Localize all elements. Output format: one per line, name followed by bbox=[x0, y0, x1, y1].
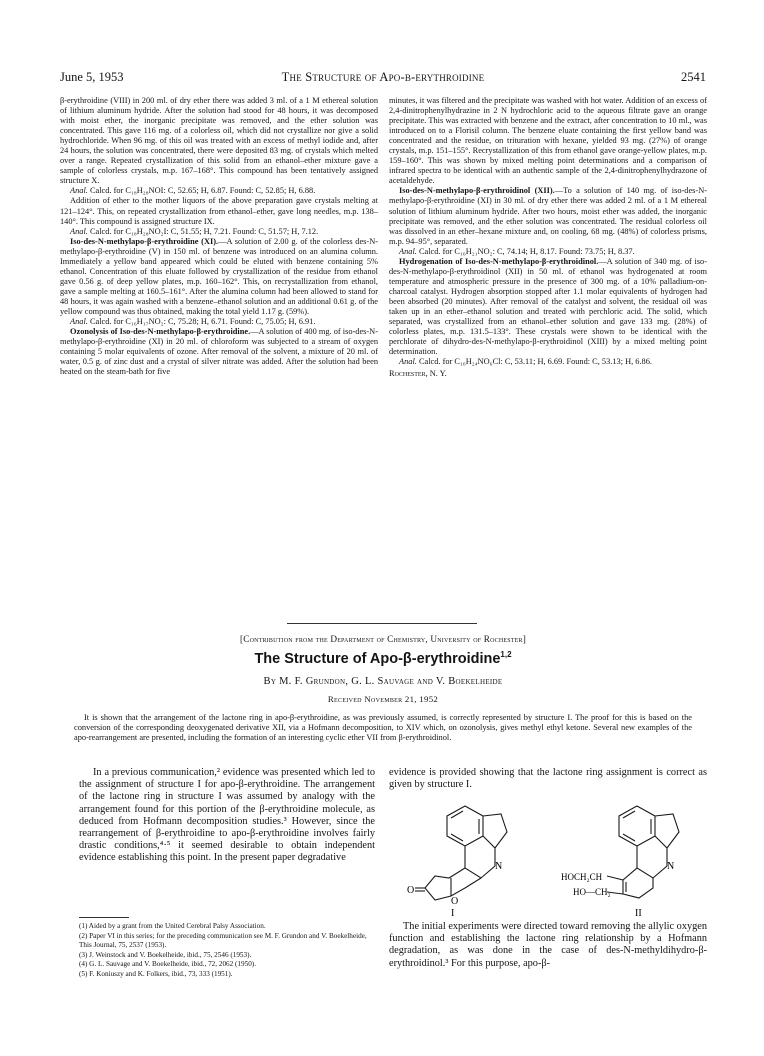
experimental-right-column bbox=[389, 96, 707, 379]
paragraph bbox=[60, 327, 378, 377]
structure-ii-diene-ring bbox=[623, 868, 653, 898]
header-running-title: The Structure of Apo-β-erythroidine bbox=[281, 70, 485, 84]
paragraph: evidence is provided showing that the lactone ring assignment is correct as given by structure I. bbox=[389, 767, 707, 791]
paragraph bbox=[389, 257, 707, 357]
structure-ii-pyrrolidine-ring bbox=[655, 814, 679, 848]
footnote: (2) Paper VI in this series; for the preceding communication see M. F. Grundon and V. Boekelheide, This Journal, 75, 2537 (1953). bbox=[79, 931, 367, 950]
header-page-number: 2541 bbox=[681, 70, 706, 84]
footnote-divider bbox=[79, 917, 129, 918]
paragraph bbox=[60, 237, 378, 317]
structure-label-ii: II bbox=[635, 908, 642, 918]
structure-ii-nitrogen: N bbox=[667, 861, 675, 872]
paragraph: β-erythroidine (VIII) in 200 ml. of dry ether there was added 3 ml. of a 1 M ethereal solution of lithium aluminum hydride. After the solution had stood for 48 hours, it was decomposed with moist ether, the inorganic precipitate was removed, and the ether solution was concentrated. This gave 116 mg. of a colorless oil, which did not crystallize nor give a solid hydrochloride. When 96 mg. of this oil was treated with an excess of methyl iodide and, after 24 hours, the solution was concentrated, there were deposited 83 mg. of crystals which melted over a range. Repeated crystallization of this solid from an ethanol–ether mixture gave a sample of colorless crystals, m.p. 167–168°. This compound has been tentatively assigned structure X. bbox=[60, 96, 378, 186]
running-header bbox=[60, 70, 706, 86]
abstract: It is shown that the arrangement of the lactone ring in apo-β-erythroidine, as was previously assumed, is correctly represented by structure I. The proof for this is based on the conversion of the corresponding deoxygenated derivative XII, via a Hofmann decomposition, to XIV which, on ozonolysis, gives methyl ethyl ketone. Several new examples of the apo-rearrangement are presented, including the formation of an interesting cyclic ether VII from β-erythroidinol. bbox=[74, 713, 692, 742]
paragraph: minutes, it was filtered and the precipitate was washed with hot water. Addition of an excess of 2,4-dinitrophenylhydrazine in 2 N hydrochloric acid to the aqueous filtrate gave an orange precipitate. This was extracted with benzene and the extract, after concentration to 10 ml., was introduced on to a Florisil column. The benzene eluate containing the first yellow band was concentrated and the residue, on trituration with hexane, yielded 93 mg. (27%) of orange crystals, m.p. 151–155°. Recrystallization of this from ethanol gave orange-yellow plates, m.p. 159–160°. This was shown by mixed melting point determinations and a comparison of infrared spectra to be identical with an authentic sample of the 2,4-dinitrophenylhydrazone of acetaldehyde. bbox=[389, 96, 707, 186]
analysis-text: Calcd. for C₁₆H₁₇NO₂: C, 75.28; H, 6.71. Found: C, 75.05; H, 6.91. bbox=[89, 317, 316, 327]
article-title bbox=[60, 650, 706, 667]
analysis-text: Calcd. for C₁₆H₂₄NO₆Cl: C, 53.11; H, 6.69. Found: C, 53.13; H, 6.86. bbox=[418, 357, 652, 367]
section-divider bbox=[287, 623, 477, 624]
authors-line: By M. F. Grundon, G. L. Sauvage and V. Boekelheide bbox=[263, 676, 503, 687]
analysis-line bbox=[60, 186, 378, 196]
structure-i-carbonyl-oxygen: O bbox=[407, 885, 415, 896]
structure-i-ring-oxygen: O bbox=[451, 896, 459, 907]
header-date: June 5, 1953 bbox=[60, 70, 124, 84]
footnote: (5) F. Koniuszy and K. Folkers, ibid., 73, 333 (1951). bbox=[79, 969, 233, 978]
structure-i-piperidine-ring bbox=[465, 846, 495, 878]
analysis-label: Anal. bbox=[70, 186, 88, 196]
paragraph: In a previous communication,² evidence was presented which led to the assignment of structure I for apo-β-erythroidine. The arrangement of the lactone ring in structure I was assumed by analogy with the arrangement found for this portion of the β-erythroidine molecule, as deduced from Hofmann decomposition studies.³ However, since the rearrangement of β-erythroidine to apo-β-erythroidine involves fairly drastic conditions,⁴·⁵ it seemed desirable to obtain independent evidence establishing this point. In the present paper degradative bbox=[79, 767, 375, 864]
structure-i-nitrogen: N bbox=[495, 861, 503, 872]
analysis-label: Anal. bbox=[70, 226, 88, 236]
structure-i-pyrrolidine-ring bbox=[483, 814, 507, 848]
analysis-line bbox=[60, 227, 378, 237]
analysis-line bbox=[389, 247, 707, 257]
analysis-label: Anal. bbox=[399, 357, 417, 367]
analysis-text: Calcd. for C₁₈H₂₈NO₂I: C, 51.55; H, 7.21. Found: C, 51.57; H, 7.12. bbox=[89, 226, 319, 236]
section-heading: Iso-des-N-methylapo-β-erythroidine (XI). bbox=[70, 236, 219, 246]
paragraph bbox=[389, 186, 707, 246]
footnote: (3) J. Weinstock and V. Boekelheide, ibid., 75, 2546 (1953). bbox=[79, 950, 252, 959]
experimental-left-column bbox=[60, 96, 378, 377]
chemical-structures bbox=[395, 796, 707, 918]
footnotes bbox=[79, 922, 375, 980]
analysis-line bbox=[389, 357, 707, 367]
analysis-line bbox=[60, 317, 378, 327]
paragraph-text: —A solution of 340 mg. of iso-des-N-methylapo-β-erythroidinol (XII) in 50 ml. of ethanol was hydrogenated at room temperature and atmospheric pressure in the presence of 300 mg. of a 10% palladium-on-charcoal catalyst. Hydrogen absorption stopped after 1.1 molar equivalents of hydrogen had been absorbed (20 minutes). After removal of the catalyst and solvent, the residual oil was taken up in an ether–ethanol solution and treated with perchloric acid. The solid, which separated, was crystallized from an ethanol–ether solution and gave 133 mg. (28%) of colorless plates, m.p. 131.5–133°. These crystals were shown to be identical with the perchlorate of dihydro-des-N-methylapo-β-erythroidinol (XIII) by a mixed melting point determination. bbox=[389, 256, 707, 357]
analysis-label: Anal. bbox=[399, 246, 417, 256]
paragraph-text: —A solution of 400 mg. of iso-des-N-methylapo-β-erythroidine (XI) in 20 ml. of chloroform was subjected to a stream of oxygen containing 5 molar equivalents of ozone. After removal of the solvent, a mixture of 20 ml. of water, 0.5 g. of zinc dust and a crystal of silver nitrate was added. After the solution had been heated on the steam-bath for five bbox=[60, 327, 378, 377]
structure-i-benzene-ring bbox=[447, 806, 483, 846]
structure-ii-piperidine-ring bbox=[637, 846, 667, 878]
title-footnote-marker: 1,2 bbox=[500, 650, 512, 659]
footnote: (4) G. L. Sauvage and V. Boekelheide, ibid., 72, 2062 (1950). bbox=[79, 960, 256, 969]
article-title-text: The Structure of Apo-β-erythroidine bbox=[254, 650, 501, 667]
contribution-line: [Contribution from the Department of Chemistry, University of Rochester] bbox=[240, 634, 526, 644]
paragraph-text: —A solution of 2.00 g. of the colorless des-N-methylapo-β-erythroidine (V) in 150 ml. of benzene was introduced on an alumina column. Immediately a yellow band appeared which could be eluted with benzene containing 5% ethanol. Concentration of this eluate followed by crystallization of the residue from ethanol gave 0.56 g. of deep yellow plates, m.p. 160–162°. This, on recrystallization from ethanol, gave a sample melting at 160.5–161°. After the alumina column had been allowed to stand for 48 hours, it was again washed with a benzene–ethanol solution and an additional 0.61 g. of the yellow compound was thus obtained, making the total yield 1.17 g. (59%). bbox=[60, 236, 378, 316]
section-heading: Iso-des-N-methylapo-β-erythroidinol (XII). bbox=[399, 186, 555, 196]
paragraph: Addition of ether to the mother liquors of the above preparation gave crystals melting at 121–124°. This, on repeated crystallization from ethanol–ether, gave long needles, m.p. 138–140°. This compound is assigned structure IX. bbox=[60, 196, 378, 226]
structure-ii-benzene-ring bbox=[619, 806, 655, 846]
section-heading: Ozonolysis of Iso-des-N-methylapo-β-erythroidine. bbox=[70, 327, 251, 337]
place-line: Rochester, N. Y. bbox=[389, 369, 447, 379]
paragraph-text: —To a solution of 140 mg. of iso-des-N-methylapo-β-erythroidine (XI) in 30 ml. of dry ether there was added 2 ml. of a 1 M ethereal solution of lithium aluminum hydride. After two hours, moist ether was added, the inorganic precipitate was removed, and the ether solution was concentrated. The residual colorless oil was dissolved in an ether–hexane mixture and, on cooling, 68 mg. (48%) of colorless prisms, m.p. 94–95°, separated. bbox=[389, 186, 707, 246]
footnote: (1) Aided by a grant from the United Cerebral Palsy Association. bbox=[79, 922, 266, 930]
analysis-text: Calcd. for C₁₆H₂₁NO₂: C, 74.14; H, 8.17. Found: 73.75; H, 8.37. bbox=[418, 246, 635, 256]
structure-ii-hydroxymethyl-group: HOCH₂CH bbox=[561, 872, 603, 882]
structure-ii-hydroxy-group: HO—CH₂ bbox=[573, 887, 611, 897]
structure-label-i: I bbox=[451, 908, 455, 918]
received-line: Received November 21, 1952 bbox=[327, 694, 439, 704]
body-right-column-top bbox=[389, 767, 707, 791]
body-left-column bbox=[79, 767, 375, 865]
paragraph: The initial experiments were directed toward removing the allylic oxygen function and establishing the lactone ring relationship by a Hofmann degradation, as was done in the case of des-N-methyldihydro-β-erythroidinol.³ For this purpose, apo-β- bbox=[389, 921, 707, 969]
analysis-label: Anal. bbox=[70, 317, 88, 327]
section-heading: Hydrogenation of Iso-des-N-methylapo-β-erythroidinol. bbox=[399, 256, 599, 266]
analysis-text: Calcd. for C₁₈H₂₈NOI: C, 52.65; H, 6.87. Found: C, 52.85; H, 6.88. bbox=[89, 186, 316, 196]
body-right-column-bottom bbox=[389, 921, 707, 970]
